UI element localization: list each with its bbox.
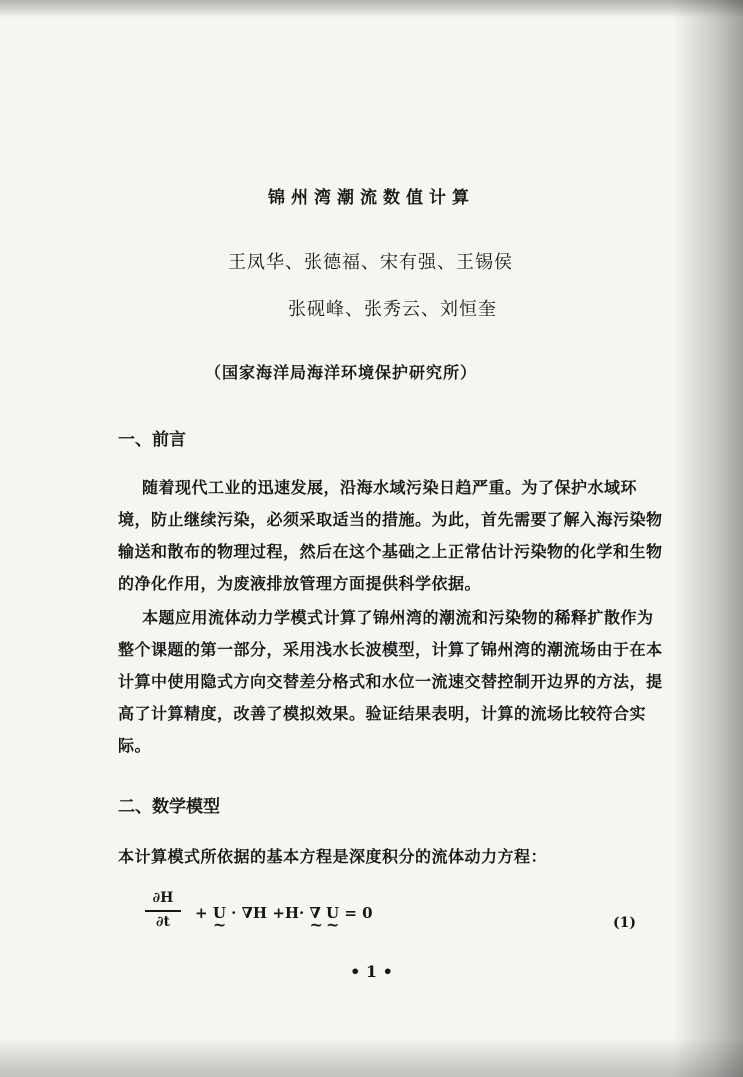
paper-title: 锦州湾潮流数值计算 — [268, 188, 475, 208]
authors-line-2: 张砚峰、张秀云、刘恒奎 — [288, 299, 497, 320]
model-intro-text: 本计算模式所依据的基本方程是深度积分的流体动力方程： — [118, 847, 548, 866]
fraction-bar — [145, 910, 181, 912]
affiliation: （国家海洋局海洋环境保护研究所） — [205, 363, 478, 382]
partial-fraction — [145, 890, 181, 932]
equation-body — [195, 904, 373, 922]
section-heading-model: 二、数学模型 — [118, 797, 220, 817]
page-number: • 1 • — [350, 962, 393, 981]
fraction-denominator: ∂t — [156, 914, 170, 930]
fraction-numerator: ∂H — [152, 890, 174, 906]
eq-dot: · — [231, 904, 237, 922]
equation-number: (1) — [613, 915, 636, 931]
eq-nabla-h: ∇H — [241, 904, 268, 922]
eq-rhs: = 0 — [344, 904, 373, 922]
eq-vector-u1: U ~ — [213, 904, 226, 922]
section-heading-intro: 一、前言 — [118, 430, 186, 450]
scan-top-shadow — [0, 0, 743, 18]
eq-vector-u2: U ~ — [326, 904, 339, 922]
scan-bottom-shadow — [0, 1037, 743, 1077]
eq-plus-h: +H· — [272, 904, 305, 922]
scan-edge-shadow — [673, 0, 743, 1077]
eq-plus: + — [195, 904, 208, 922]
authors-line-1: 王凤华、张德福、宋有强、王锡侯 — [228, 252, 513, 273]
eq-nabla-vector: ∇ ~ — [310, 904, 321, 922]
intro-paragraph-1: 随着现代工业的迅速发展，沿海水域污染日趋严重。为了保护水域环境，防止继续污染，必须采取适当的措施。为此，首先需要了解入海污染物输送和散布的物理过程，然后在这个基础之上正常估计污染物的化学和生物的净化作用，为废液排放管理方面提供科学依据。 — [118, 478, 663, 593]
intro-paragraph-2: 本题应用流体动力学模式计算了锦州湾的潮流和污染物的稀释扩散作为整个课题的第一部分，采用浅水长波模型，计算了锦州湾的潮流场由于在本计算中使用隐式方向交替差分格式和水位一流速交替控制开边界的方法，提高了计算精度，改善了模拟效果。验证结果表明，计算的流场比较符合实际。 — [118, 608, 663, 755]
